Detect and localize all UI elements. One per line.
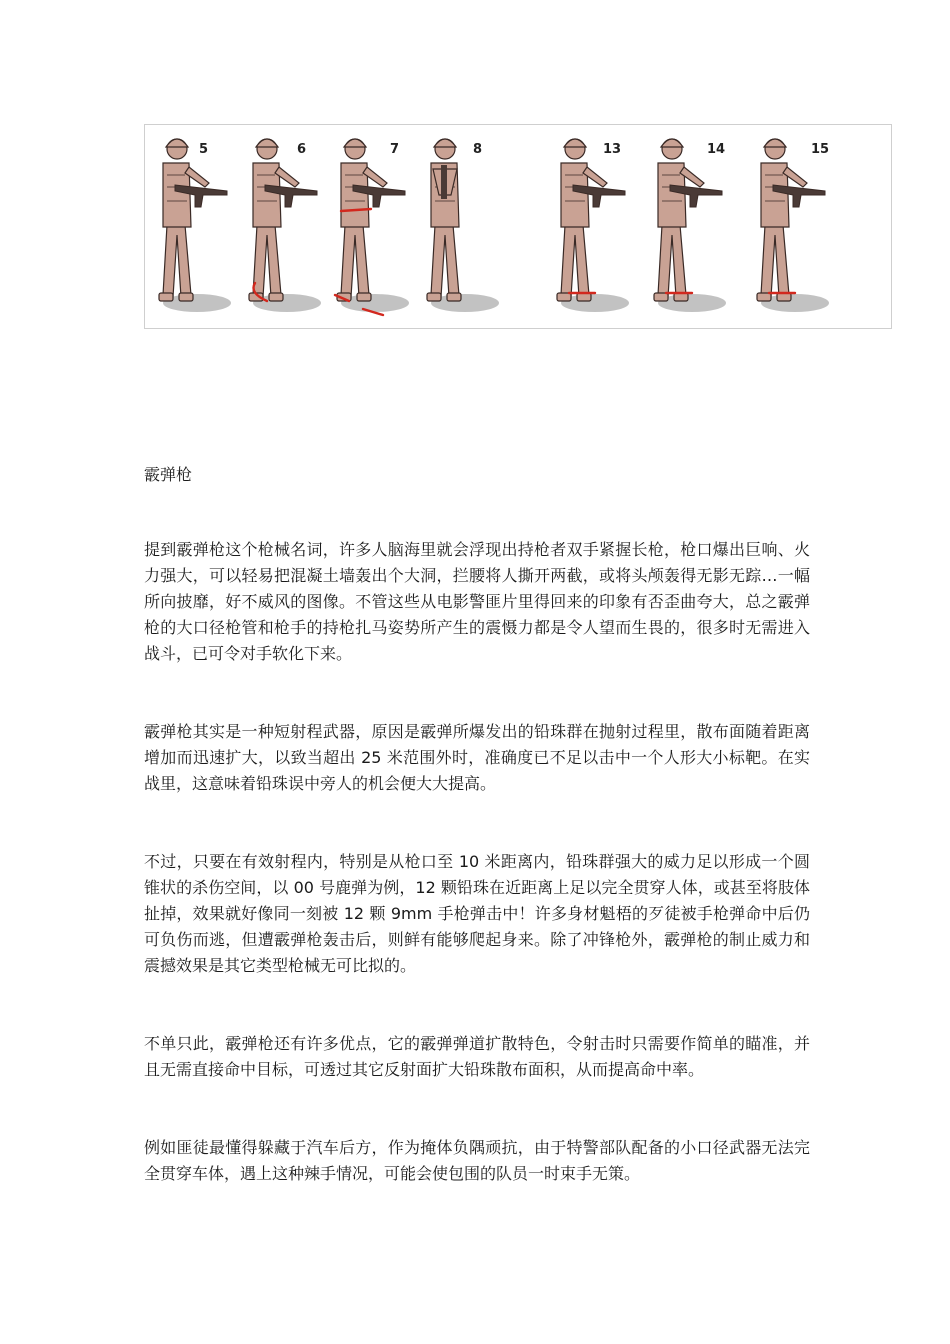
paragraph-3: 不过，只要在有效射程内，特别是从枪口至 10 米距离内，铅珠群强大的威力足以形成一个圆锥状的杀伤空间，以 00 号鹿弹为例，12 颗铅珠在近距离上足以完全贯穿人体，或甚至将肢体扯掉，效果就好像同一刻被 12 颗 9mm 手枪弹击中！许多身材魁梧的歹徒被手枪弹命中后仍可负伤而逃，但遭霰弹枪轰击后，则鲜有能够爬起身来。除了冲锋枪外，霰弹枪的制止威力和震撼效果是其它类型枪械无可比拟的。: [144, 852, 810, 975]
left-boot: [557, 293, 571, 301]
helmet: [764, 139, 786, 147]
frame-number: 5: [199, 142, 209, 157]
right-boot: [674, 293, 688, 301]
right-boot: [357, 293, 371, 301]
soldier-figure-14: [654, 139, 726, 312]
left-boot: [427, 293, 441, 301]
legs: [761, 225, 789, 297]
right-boot: [269, 293, 283, 301]
right-boot: [577, 293, 591, 301]
helmet: [344, 139, 366, 147]
frame-number: 7: [390, 142, 400, 157]
paragraph-1: 提到霰弹枪这个枪械名词，许多人脑海里就会浮现出持枪者双手紧握长枪，枪口爆出巨响、火力强大，可以轻易把混凝土墙轰出个大洞，拦腰将人撕开两截，或将头颅轰得无影无踪…一幅所向披靡，好不威风的图像。不管这些从电影警匪片里得回来的印象有否歪曲夸大，总之霰弹枪的大口径枪管和枪手的持枪扎马姿势所产生的震慑力都是令人望而生畏的，很多时无需进入战斗，已可令对手软化下来。: [144, 540, 810, 663]
left-boot: [757, 293, 771, 301]
soldier-figure-8: [427, 139, 499, 312]
legs: [658, 225, 686, 297]
legs: [431, 225, 459, 297]
legs: [341, 225, 369, 297]
right-boot: [777, 293, 791, 301]
paragraph-4: 不单只此，霰弹枪还有许多优点，它的霰弹弹道扩散特色，令射击时只需要作简单的瞄准，并且无需直接命中目标，可透过其它反射面扩大铅珠散布面积，从而提高命中率。: [144, 1034, 810, 1079]
left-boot: [654, 293, 668, 301]
helmet: [434, 139, 456, 147]
soldier-figure-13: [557, 139, 629, 312]
article-body: [144, 462, 810, 1239]
frame-number: 13: [603, 142, 622, 157]
paragraph-2: 霰弹枪其实是一种短射程武器，原因是霰弹所爆发出的铅珠群在抛射过程里，散布面随着距离增加而迅速扩大，以致当超出 25 米范围外时，准确度已不足以击中一个人形大小标靶。在实战里，这意味着铅珠误中旁人的机会便大大提高。: [144, 722, 810, 793]
helmet: [166, 139, 188, 147]
legs: [561, 225, 589, 297]
left-boot: [159, 293, 173, 301]
frame-number: 6: [297, 142, 307, 157]
right-boot: [179, 293, 193, 301]
training-illustration: [144, 124, 892, 329]
soldier-figure-6: [249, 139, 321, 312]
right-boot: [447, 293, 461, 301]
frame-number: 8: [473, 142, 483, 157]
soldier-figure-5: [159, 139, 231, 312]
legs: [163, 225, 191, 297]
frame-number: 15: [811, 142, 830, 157]
helmet: [256, 139, 278, 147]
rifle: [441, 165, 447, 199]
soldier-figure-15: [757, 139, 829, 312]
soldier-stance-sequence: [145, 125, 891, 328]
helmet: [564, 139, 586, 147]
soldier-figure-7: [335, 139, 409, 315]
section-title: 霰弹枪: [144, 465, 193, 484]
legs: [253, 225, 281, 297]
helmet: [661, 139, 683, 147]
frame-number: 14: [707, 142, 726, 157]
paragraph-5: 例如匪徒最懂得躲藏于汽车后方，作为掩体负隅顽抗，由于特警部队配备的小口径武器无法完全贯穿车体，遇上这种辣手情况，可能会使包围的队员一时束手无策。: [144, 1138, 810, 1183]
